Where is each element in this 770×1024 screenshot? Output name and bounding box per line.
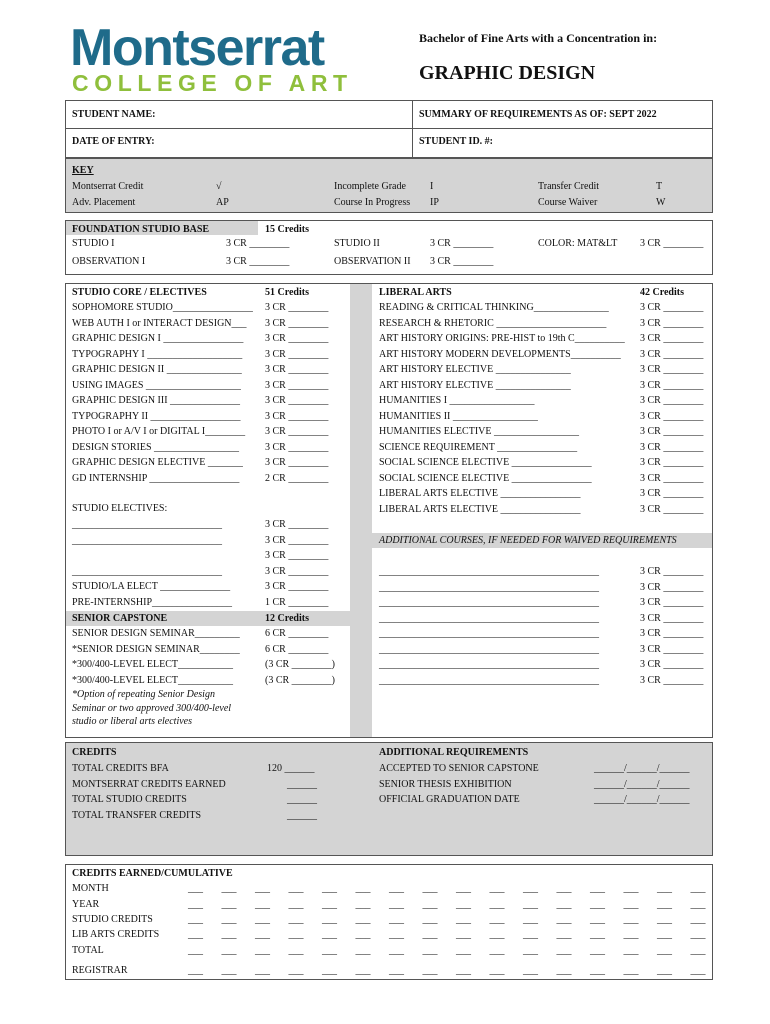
course-name: SOPHOMORE STUDIO________________ xyxy=(72,302,253,313)
cumulative-blank[interactable]: ___ xyxy=(623,945,639,956)
cumulative-blank[interactable]: ___ xyxy=(255,899,270,910)
additional-course-slot[interactable]: ____________________________________________ xyxy=(379,674,599,686)
cumulative-blank[interactable]: ___ xyxy=(590,929,605,940)
credit-blank[interactable]: 6 CR ________ xyxy=(265,628,329,639)
requirement-label: OFFICIAL GRADUATION DATE xyxy=(379,794,520,805)
cumulative-blank[interactable]: ___ xyxy=(322,914,337,925)
key-symbol: W xyxy=(656,197,666,208)
course-name: OBSERVATION II xyxy=(334,256,411,267)
course-name: GRAPHIC DESIGN III ______________ xyxy=(72,395,241,406)
cumulative-blank[interactable]: ___ xyxy=(188,965,203,976)
key-symbol: I xyxy=(430,181,434,192)
cumulative-blank[interactable]: ___ xyxy=(188,899,203,910)
cumulative-blank[interactable]: ___ xyxy=(523,899,538,910)
cumulative-blank[interactable]: ___ xyxy=(456,883,471,894)
cumulative-blank[interactable]: ___ xyxy=(623,883,639,894)
course-name: READING & CRITICAL THINKING_______________ xyxy=(379,302,609,313)
credit-blank[interactable]: 3 CR ________ xyxy=(265,410,329,422)
cumulative-blank[interactable]: ___ xyxy=(355,965,371,976)
credit-blank[interactable]: 3 CR ________ xyxy=(265,395,329,406)
studio-core-credits: 51 Credits xyxy=(265,287,309,298)
key-symbol: AP xyxy=(216,197,229,208)
credit-blank[interactable]: 3 CR ________ xyxy=(265,317,329,329)
cumulative-row-label: YEAR xyxy=(72,899,100,910)
credit-total-label: TOTAL CREDITS BFA xyxy=(72,763,169,774)
cumulative-row-label: MONTH xyxy=(72,883,109,894)
cumulative-blank[interactable]: ___ xyxy=(556,883,572,894)
course-name: *300/400-LEVEL ELECT___________ xyxy=(72,659,233,670)
cumulative-blank[interactable]: ___ xyxy=(523,965,538,976)
cumulative-blank[interactable]: ___ xyxy=(288,965,304,976)
course-name: RESEARCH & RHETORIC ______________________ xyxy=(379,317,607,329)
credit-blank[interactable]: 3 CR ________ xyxy=(265,333,329,344)
foundation-credits: 15 Credits xyxy=(265,224,309,235)
cumulative-blank[interactable]: ___ xyxy=(590,965,605,976)
cumulative-blank[interactable]: ___ xyxy=(590,945,605,956)
key-symbol: T xyxy=(656,181,663,192)
credit-blank[interactable]: 3 CR ________ xyxy=(640,426,704,437)
cumulative-blank[interactable]: ___ xyxy=(523,929,538,940)
cumulative-row-label: LIB ARTS CREDITS xyxy=(72,929,160,940)
cumulative-blank[interactable]: ___ xyxy=(523,945,538,956)
logo-wordmark: Montserrat xyxy=(70,19,324,77)
cumulative-blank[interactable]: ___ xyxy=(255,883,270,894)
cumulative-blank[interactable]: ___ xyxy=(690,929,706,940)
cumulative-blank[interactable]: ___ xyxy=(389,899,404,910)
note-line: Seminar or two approved 300/400-level xyxy=(72,702,232,714)
requirement-label: SENIOR THESIS EXHIBITION xyxy=(379,778,512,790)
cumulative-blank[interactable]: ___ xyxy=(590,883,605,894)
course-name: SCIENCE REQUIREMENT ________________ xyxy=(379,441,578,453)
cumulative-blank[interactable]: ___ xyxy=(288,929,304,940)
cumulative-blank[interactable]: ___ xyxy=(489,945,505,956)
cumulative-blank[interactable]: ___ xyxy=(322,945,337,956)
cumulative-blank[interactable]: ___ xyxy=(322,899,337,910)
cumulative-row-label: REGISTRAR xyxy=(72,965,128,976)
credit-blank[interactable]: 3 CR ________ xyxy=(640,333,704,344)
credit-total-label: TOTAL STUDIO CREDITS xyxy=(72,794,187,805)
course-name: SOCIAL SCIENCE ELECTIVE ________________ xyxy=(379,472,592,484)
cumulative-blank[interactable]: ___ xyxy=(188,914,203,925)
liberal-arts-title: LIBERAL ARTS xyxy=(379,287,452,298)
cumulative-blank[interactable]: ___ xyxy=(690,965,706,976)
date-blank[interactable]: ______/______/______ xyxy=(594,778,690,790)
senior-capstone-title: SENIOR CAPSTONE xyxy=(72,613,168,624)
course-name: *SENIOR DESIGN SEMINAR________ xyxy=(72,643,240,655)
additional-course-slot[interactable]: ____________________________________________ xyxy=(379,643,599,655)
cumulative-blank[interactable]: ___ xyxy=(389,945,404,956)
elective-slot[interactable]: ______________________________ xyxy=(72,565,222,577)
course-name: STUDIO I xyxy=(72,238,115,249)
cumulative-blank[interactable]: ___ xyxy=(657,883,672,894)
credit-blank[interactable]: 6 CR ________ xyxy=(265,643,329,655)
cumulative-blank[interactable]: ___ xyxy=(322,965,337,976)
cumulative-blank[interactable]: ___ xyxy=(623,929,639,940)
course-name: LIBERAL ARTS ELECTIVE ________________ xyxy=(379,503,581,515)
cumulative-blank[interactable]: ___ xyxy=(489,965,505,976)
credit-blank[interactable]: 2 CR ________ xyxy=(265,472,329,484)
studio-core-title: STUDIO CORE / ELECTIVES xyxy=(72,287,207,298)
cumulative-blank[interactable]: ___ xyxy=(221,929,237,940)
credit-blank[interactable]: 3 CR ________ xyxy=(640,348,704,360)
credit-blank[interactable]: (3 CR ________) xyxy=(265,674,335,686)
cumulative-blank[interactable]: ___ xyxy=(188,945,203,956)
cumulative-blank[interactable]: ___ xyxy=(355,899,371,910)
credit-total-blank[interactable]: ______ xyxy=(287,809,317,821)
credit-blank[interactable]: 3 CR ________ xyxy=(640,612,704,624)
cumulative-blank[interactable]: ___ xyxy=(456,945,471,956)
credits-title: CREDITS xyxy=(72,747,117,758)
liberal-arts-credits: 42 Credits xyxy=(640,287,684,298)
cumulative-blank[interactable]: ___ xyxy=(422,965,438,976)
cumulative-blank[interactable]: ___ xyxy=(355,914,371,925)
requirement-label: ACCEPTED TO SENIOR CAPSTONE xyxy=(379,763,539,774)
credit-blank[interactable]: 3 CR ________ xyxy=(430,238,494,249)
cumulative-blank[interactable]: ___ xyxy=(556,899,572,910)
key-symbol: √ xyxy=(216,181,222,192)
key-label: Course Waiver xyxy=(538,197,598,208)
credit-blank[interactable]: 3 CR ________ xyxy=(640,472,704,484)
cumulative-blank[interactable]: ___ xyxy=(690,914,706,925)
credit-blank[interactable]: 3 CR ________ xyxy=(430,256,494,267)
credit-blank[interactable]: 3 CR ________ xyxy=(640,238,704,249)
cumulative-blank[interactable]: ___ xyxy=(590,914,605,925)
course-name: GRAPHIC DESIGN I ________________ xyxy=(72,333,244,344)
additional-courses-title: ADDITIONAL COURSES, IF NEEDED FOR WAIVED REQUIREMENTS xyxy=(379,535,677,546)
credit-blank[interactable]: 3 CR ________ xyxy=(640,488,704,499)
additional-course-slot[interactable]: ____________________________________________ xyxy=(379,659,599,670)
student-name-field[interactable]: STUDENT NAME: xyxy=(72,109,156,120)
cumulative-blank[interactable]: ___ xyxy=(422,945,438,956)
cumulative-blank[interactable]: ___ xyxy=(690,945,706,956)
credit-blank[interactable]: 3 CR ________ xyxy=(265,348,329,360)
cumulative-blank[interactable]: ___ xyxy=(255,965,270,976)
course-name: HUMANITIES I _________________ xyxy=(379,395,535,406)
senior-capstone-credits: 12 Credits xyxy=(265,613,309,624)
credit-total-label: MONTSERRAT CREDITS EARNED xyxy=(72,778,226,790)
credit-blank[interactable]: 3 CR ________ xyxy=(265,457,329,468)
course-name: WEB AUTH I or INTERACT DESIGN___ xyxy=(72,317,247,329)
elective-slot[interactable]: ______________________________ xyxy=(72,519,222,530)
cumulative-blank[interactable]: ___ xyxy=(255,929,270,940)
cumulative-blank[interactable]: ___ xyxy=(355,945,371,956)
cumulative-blank[interactable]: ___ xyxy=(623,914,639,925)
additional-requirements-title: ADDITIONAL REQUIREMENTS xyxy=(379,747,529,758)
credit-total-blank[interactable]: 120 ______ xyxy=(267,763,315,774)
course-name: TYPOGRAPHY I ___________________ xyxy=(72,348,243,360)
credit-blank[interactable]: 3 CR ________ xyxy=(640,317,704,329)
additional-course-slot[interactable]: ____________________________________________ xyxy=(379,597,599,608)
credit-blank[interactable]: 3 CR ________ xyxy=(265,441,329,453)
course-name: STUDIO II xyxy=(334,238,380,249)
credit-blank[interactable]: 3 CR ________ xyxy=(265,364,329,375)
cumulative-blank[interactable]: ___ xyxy=(422,914,438,925)
credit-blank[interactable]: 3 CR ________ xyxy=(640,395,704,406)
cumulative-blank[interactable]: ___ xyxy=(389,883,404,894)
cumulative-title: CREDITS EARNED/CUMULATIVE xyxy=(72,868,233,879)
key-label: Montserrat Credit xyxy=(72,181,144,192)
program-title: GRAPHIC DESIGN xyxy=(419,62,596,84)
cumulative-blank[interactable]: ___ xyxy=(188,883,203,894)
cumulative-blank[interactable]: ___ xyxy=(255,945,270,956)
credit-blank[interactable]: 3 CR ________ xyxy=(265,426,329,437)
credit-total-blank[interactable]: ______ xyxy=(287,794,317,805)
cumulative-blank[interactable]: ___ xyxy=(690,899,706,910)
credit-blank[interactable]: 3 CR ________ xyxy=(640,302,704,313)
cumulative-blank[interactable]: ___ xyxy=(556,945,572,956)
cumulative-blank[interactable]: ___ xyxy=(288,883,304,894)
credit-blank[interactable]: 3 CR ________ xyxy=(265,379,329,391)
elective-slot[interactable]: PRE-INTERNSHIP________________ xyxy=(72,596,233,608)
credit-blank[interactable]: 3 CR ________ xyxy=(265,519,329,530)
course-name: SENIOR DESIGN SEMINAR_________ xyxy=(72,628,240,639)
credit-blank[interactable]: 3 CR ________ xyxy=(640,628,704,639)
summary-date: SUMMARY OF REQUIREMENTS AS OF: SEPT 2022 xyxy=(419,109,657,120)
course-name: GRAPHIC DESIGN ELECTIVE _______ xyxy=(72,457,243,468)
course-name: LIBERAL ARTS ELECTIVE ________________ xyxy=(379,488,581,499)
key-label: Transfer Credit xyxy=(538,181,600,192)
key-label: Incomplete Grade xyxy=(334,181,406,192)
credit-blank[interactable]: 3 CR ________ xyxy=(640,674,704,686)
credit-blank[interactable]: 3 CR ________ xyxy=(640,659,704,670)
cumulative-blank[interactable]: ___ xyxy=(221,945,237,956)
credit-blank[interactable]: 3 CR ________ xyxy=(640,441,704,453)
course-name: *300/400-LEVEL ELECT___________ xyxy=(72,674,233,686)
credit-blank[interactable]: 3 CR ________ xyxy=(265,550,329,561)
course-name: DESIGN STORIES _________________ xyxy=(72,441,240,453)
credit-blank[interactable]: 3 CR ________ xyxy=(226,238,290,249)
cumulative-blank[interactable]: ___ xyxy=(657,899,672,910)
key-symbol: IP xyxy=(430,197,439,208)
cumulative-blank[interactable]: ___ xyxy=(489,929,505,940)
cumulative-blank[interactable]: ___ xyxy=(389,965,404,976)
cumulative-blank[interactable]: ___ xyxy=(523,914,538,925)
credit-blank[interactable]: 3 CR ________ xyxy=(640,597,704,608)
cumulative-blank[interactable]: ___ xyxy=(288,945,304,956)
elective-slot[interactable]: ______________________________ xyxy=(72,534,222,546)
course-name: COLOR: MAT&LT xyxy=(538,238,618,249)
credit-blank[interactable]: 3 CR ________ xyxy=(640,581,704,593)
elective-slot[interactable]: STUDIO/LA ELECT ______________ xyxy=(72,581,231,592)
course-name: TYPOGRAPHY II __________________ xyxy=(72,410,241,422)
credit-blank[interactable]: 3 CR ________ xyxy=(640,410,704,422)
cumulative-blank[interactable]: ___ xyxy=(456,914,471,925)
date-of-entry-field[interactable]: DATE OF ENTRY: xyxy=(72,136,155,147)
course-name: SOCIAL SCIENCE ELECTIVE ________________ xyxy=(379,457,592,468)
date-blank[interactable]: ______/______/______ xyxy=(594,763,690,774)
course-name: OBSERVATION I xyxy=(72,256,146,267)
cumulative-blank[interactable]: ___ xyxy=(288,914,304,925)
concentration-line: Bachelor of Fine Arts with a Concentration in: xyxy=(419,31,658,45)
cumulative-row-label: STUDIO CREDITS xyxy=(72,914,153,925)
credit-blank[interactable]: 3 CR ________ xyxy=(640,503,704,515)
credit-total-blank[interactable]: ______ xyxy=(287,778,317,790)
cumulative-blank[interactable]: ___ xyxy=(221,883,237,894)
credit-blank[interactable]: 3 CR ________ xyxy=(640,379,704,391)
credit-blank[interactable]: 3 CR ________ xyxy=(640,457,704,468)
cumulative-blank[interactable]: ___ xyxy=(322,929,337,940)
cumulative-blank[interactable]: ___ xyxy=(657,965,672,976)
credit-blank[interactable]: 3 CR ________ xyxy=(640,364,704,375)
cumulative-blank[interactable]: ___ xyxy=(489,883,505,894)
cumulative-blank[interactable]: ___ xyxy=(489,899,505,910)
credit-blank[interactable]: 3 CR ________ xyxy=(265,534,329,546)
logo-subtitle: COLLEGE OF ART xyxy=(72,70,353,96)
cumulative-blank[interactable]: ___ xyxy=(556,914,572,925)
course-name: ART HISTORY ELECTIVE _______________ xyxy=(379,379,571,391)
cumulative-blank[interactable]: ___ xyxy=(523,883,538,894)
cumulative-blank[interactable]: ___ xyxy=(355,929,371,940)
credit-blank[interactable]: 3 CR ________ xyxy=(226,256,290,267)
course-name: ART HISTORY MODERN DEVELOPMENTS__________ xyxy=(379,348,621,360)
course-name: USING IMAGES ___________________ xyxy=(72,379,241,391)
course-name: GD INTERNSHIP __________________ xyxy=(72,472,240,484)
credit-blank[interactable]: 1 CR ________ xyxy=(265,596,329,608)
cumulative-blank[interactable]: ___ xyxy=(422,929,438,940)
cumulative-blank[interactable]: ___ xyxy=(657,945,672,956)
cumulative-blank[interactable]: ___ xyxy=(389,914,404,925)
additional-course-slot[interactable]: ____________________________________________ xyxy=(379,612,599,624)
course-name: HUMANITIES ELECTIVE _________________ xyxy=(379,426,579,437)
key-label: Adv. Placement xyxy=(72,197,136,208)
additional-course-slot[interactable]: ____________________________________________ xyxy=(379,581,599,593)
credit-blank[interactable]: 3 CR ________ xyxy=(265,581,329,592)
cumulative-blank[interactable]: ___ xyxy=(255,914,270,925)
course-name: ART HISTORY ORIGINS: PRE-HIST to 19th C__________ xyxy=(379,333,625,344)
course-name: HUMANITIES II _________________ xyxy=(379,410,538,422)
cumulative-blank[interactable]: ___ xyxy=(456,965,471,976)
cumulative-blank[interactable]: ___ xyxy=(690,883,706,894)
cumulative-blank[interactable]: ___ xyxy=(422,883,438,894)
cumulative-blank[interactable]: ___ xyxy=(657,914,672,925)
cumulative-blank[interactable]: ___ xyxy=(623,965,639,976)
cumulative-blank[interactable]: ___ xyxy=(389,929,404,940)
cumulative-blank[interactable]: ___ xyxy=(489,914,505,925)
course-name: GRAPHIC DESIGN II _______________ xyxy=(72,364,242,375)
course-name: PHOTO I or A/V I or DIGITAL I________ xyxy=(72,426,246,437)
cumulative-blank[interactable]: ___ xyxy=(355,883,371,894)
foundation-title: FOUNDATION STUDIO BASE xyxy=(72,224,210,235)
cumulative-blank[interactable]: ___ xyxy=(221,914,237,925)
cumulative-blank[interactable]: ___ xyxy=(322,883,337,894)
cumulative-blank[interactable]: ___ xyxy=(590,899,605,910)
date-blank[interactable]: ______/______/______ xyxy=(594,794,690,805)
student-id-field[interactable]: STUDENT ID. #: xyxy=(419,136,493,147)
credit-blank[interactable]: 3 CR ________ xyxy=(265,302,329,313)
additional-course-slot[interactable]: ____________________________________________ xyxy=(379,628,599,639)
cumulative-blank[interactable]: ___ xyxy=(556,929,572,940)
cumulative-blank[interactable]: ___ xyxy=(288,899,304,910)
cumulative-blank[interactable]: ___ xyxy=(456,899,471,910)
key-label: Course In Progress xyxy=(334,197,411,208)
cumulative-blank[interactable]: ___ xyxy=(623,899,639,910)
cumulative-blank[interactable]: ___ xyxy=(221,899,237,910)
credit-blank[interactable]: 3 CR ________ xyxy=(640,566,704,577)
course-name: ART HISTORY ELECTIVE _______________ xyxy=(379,364,571,375)
additional-course-slot[interactable]: ____________________________________________ xyxy=(379,566,599,577)
cumulative-blank[interactable]: ___ xyxy=(188,929,203,940)
credit-blank[interactable]: 3 CR ________ xyxy=(640,643,704,655)
cumulative-blank[interactable]: ___ xyxy=(221,965,237,976)
note-line: studio or liberal arts electives xyxy=(72,716,192,727)
note-line: *Option of repeating Senior Design xyxy=(72,689,215,700)
cumulative-blank[interactable]: ___ xyxy=(657,929,672,940)
credit-blank[interactable]: 3 CR ________ xyxy=(265,565,329,577)
credit-total-label: TOTAL TRANSFER CREDITS xyxy=(72,809,202,821)
cumulative-blank[interactable]: ___ xyxy=(456,929,471,940)
credit-blank[interactable]: (3 CR ________) xyxy=(265,659,335,670)
cumulative-blank[interactable]: ___ xyxy=(556,965,572,976)
studio-electives-label: STUDIO ELECTIVES: xyxy=(72,503,168,514)
cumulative-row-label: TOTAL xyxy=(72,945,104,956)
key-title: KEY xyxy=(72,165,94,176)
cumulative-blank[interactable]: ___ xyxy=(422,899,438,910)
